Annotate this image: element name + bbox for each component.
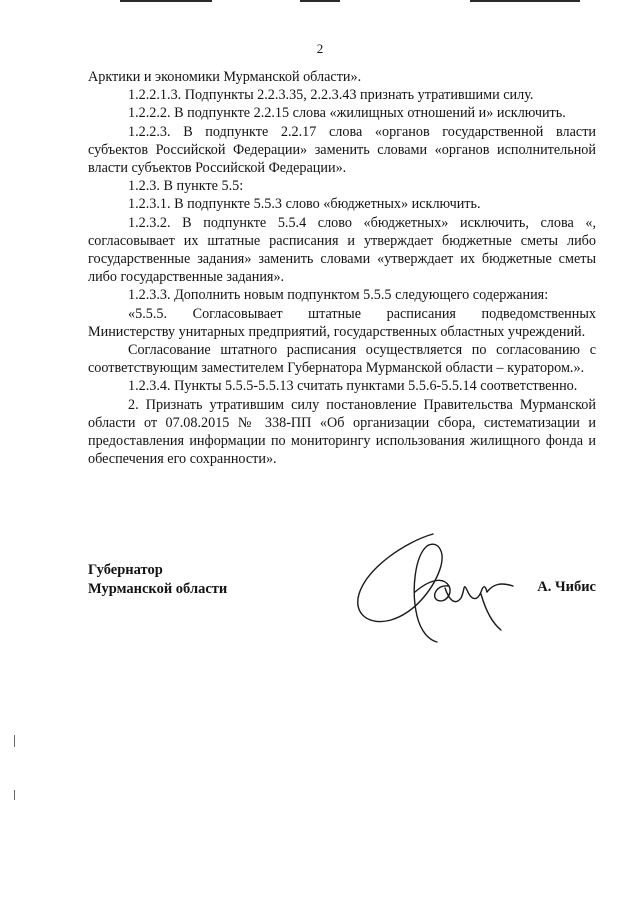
paragraph: 1.2.3. В пункте 5.5: (128, 178, 244, 195)
page-number: 2 (316, 41, 324, 56)
signatory-title-line: Мурманской области (88, 581, 228, 597)
handwritten-signature (345, 528, 525, 648)
margin-mark (14, 735, 15, 747)
scan-artifact-line (470, 0, 580, 2)
signatory-title (88, 561, 227, 599)
scan-artifact-line (300, 0, 340, 2)
paragraph: 1.2.2.2. В подпункте 2.2.15 слова «жилищных отношений и» исключить. (128, 105, 566, 122)
paragraph: Согласование штатного расписания осуществляется по согласованию с соответствующим заместителем Губернатора Мурманской области – куратором.». (88, 342, 596, 377)
paragraph: 1.2.2.1.3. Подпункты 2.2.3.35, 2.2.3.43 признать утратившими силу. (128, 87, 534, 104)
signatory-name: А. Чибис (537, 579, 596, 595)
paragraph: 1.2.3.3. Дополнить новым подпунктом 5.5.5 следующего содержания: (128, 287, 549, 304)
paragraph: Арктики и экономики Мурманской области». (88, 69, 362, 85)
signatory-title-line: Губернатор (88, 562, 163, 578)
paragraph: 2. Признать утратившим силу постановление Правительства Мурманской области от 07.08.2015 № 338-ПП «Об организации сбора, систематизации и предоставления информации по мониторингу использования жилищного фонда и обеспечения его сохранности». (88, 396, 596, 468)
paragraph: 1.2.3.4. Пункты 5.5.5-5.5.13 считать пунктами 5.5.6-5.5.14 соответственно. (128, 378, 578, 395)
paragraph: «5.5.5. Согласовывает штатные расписания подведомственных Министерству унитарных предприятий, государственных областных учреждений. (88, 305, 596, 340)
scan-artifact-line (120, 0, 212, 2)
paragraph: 1.2.2.3. В подпункте 2.2.17 слова «органов государственной власти субъектов Российской Федерации» заменить словами «органов исполнительной власти субъектов Российской Федерации». (88, 123, 596, 177)
document-body (88, 68, 596, 468)
margin-mark (14, 790, 15, 800)
paragraph: 1.2.3.1. В подпункте 5.5.3 слово «бюджетных» исключить. (128, 196, 481, 213)
paragraph: 1.2.3.2. В подпункте 5.5.4 слово «бюджетных» исключить, слова «, согласовывает их штатные расписания и утверждает бюджетные сметы либо государственные задания» заменить словами «утверждает их бюджетные сметы либо государственные задания». (88, 214, 596, 286)
